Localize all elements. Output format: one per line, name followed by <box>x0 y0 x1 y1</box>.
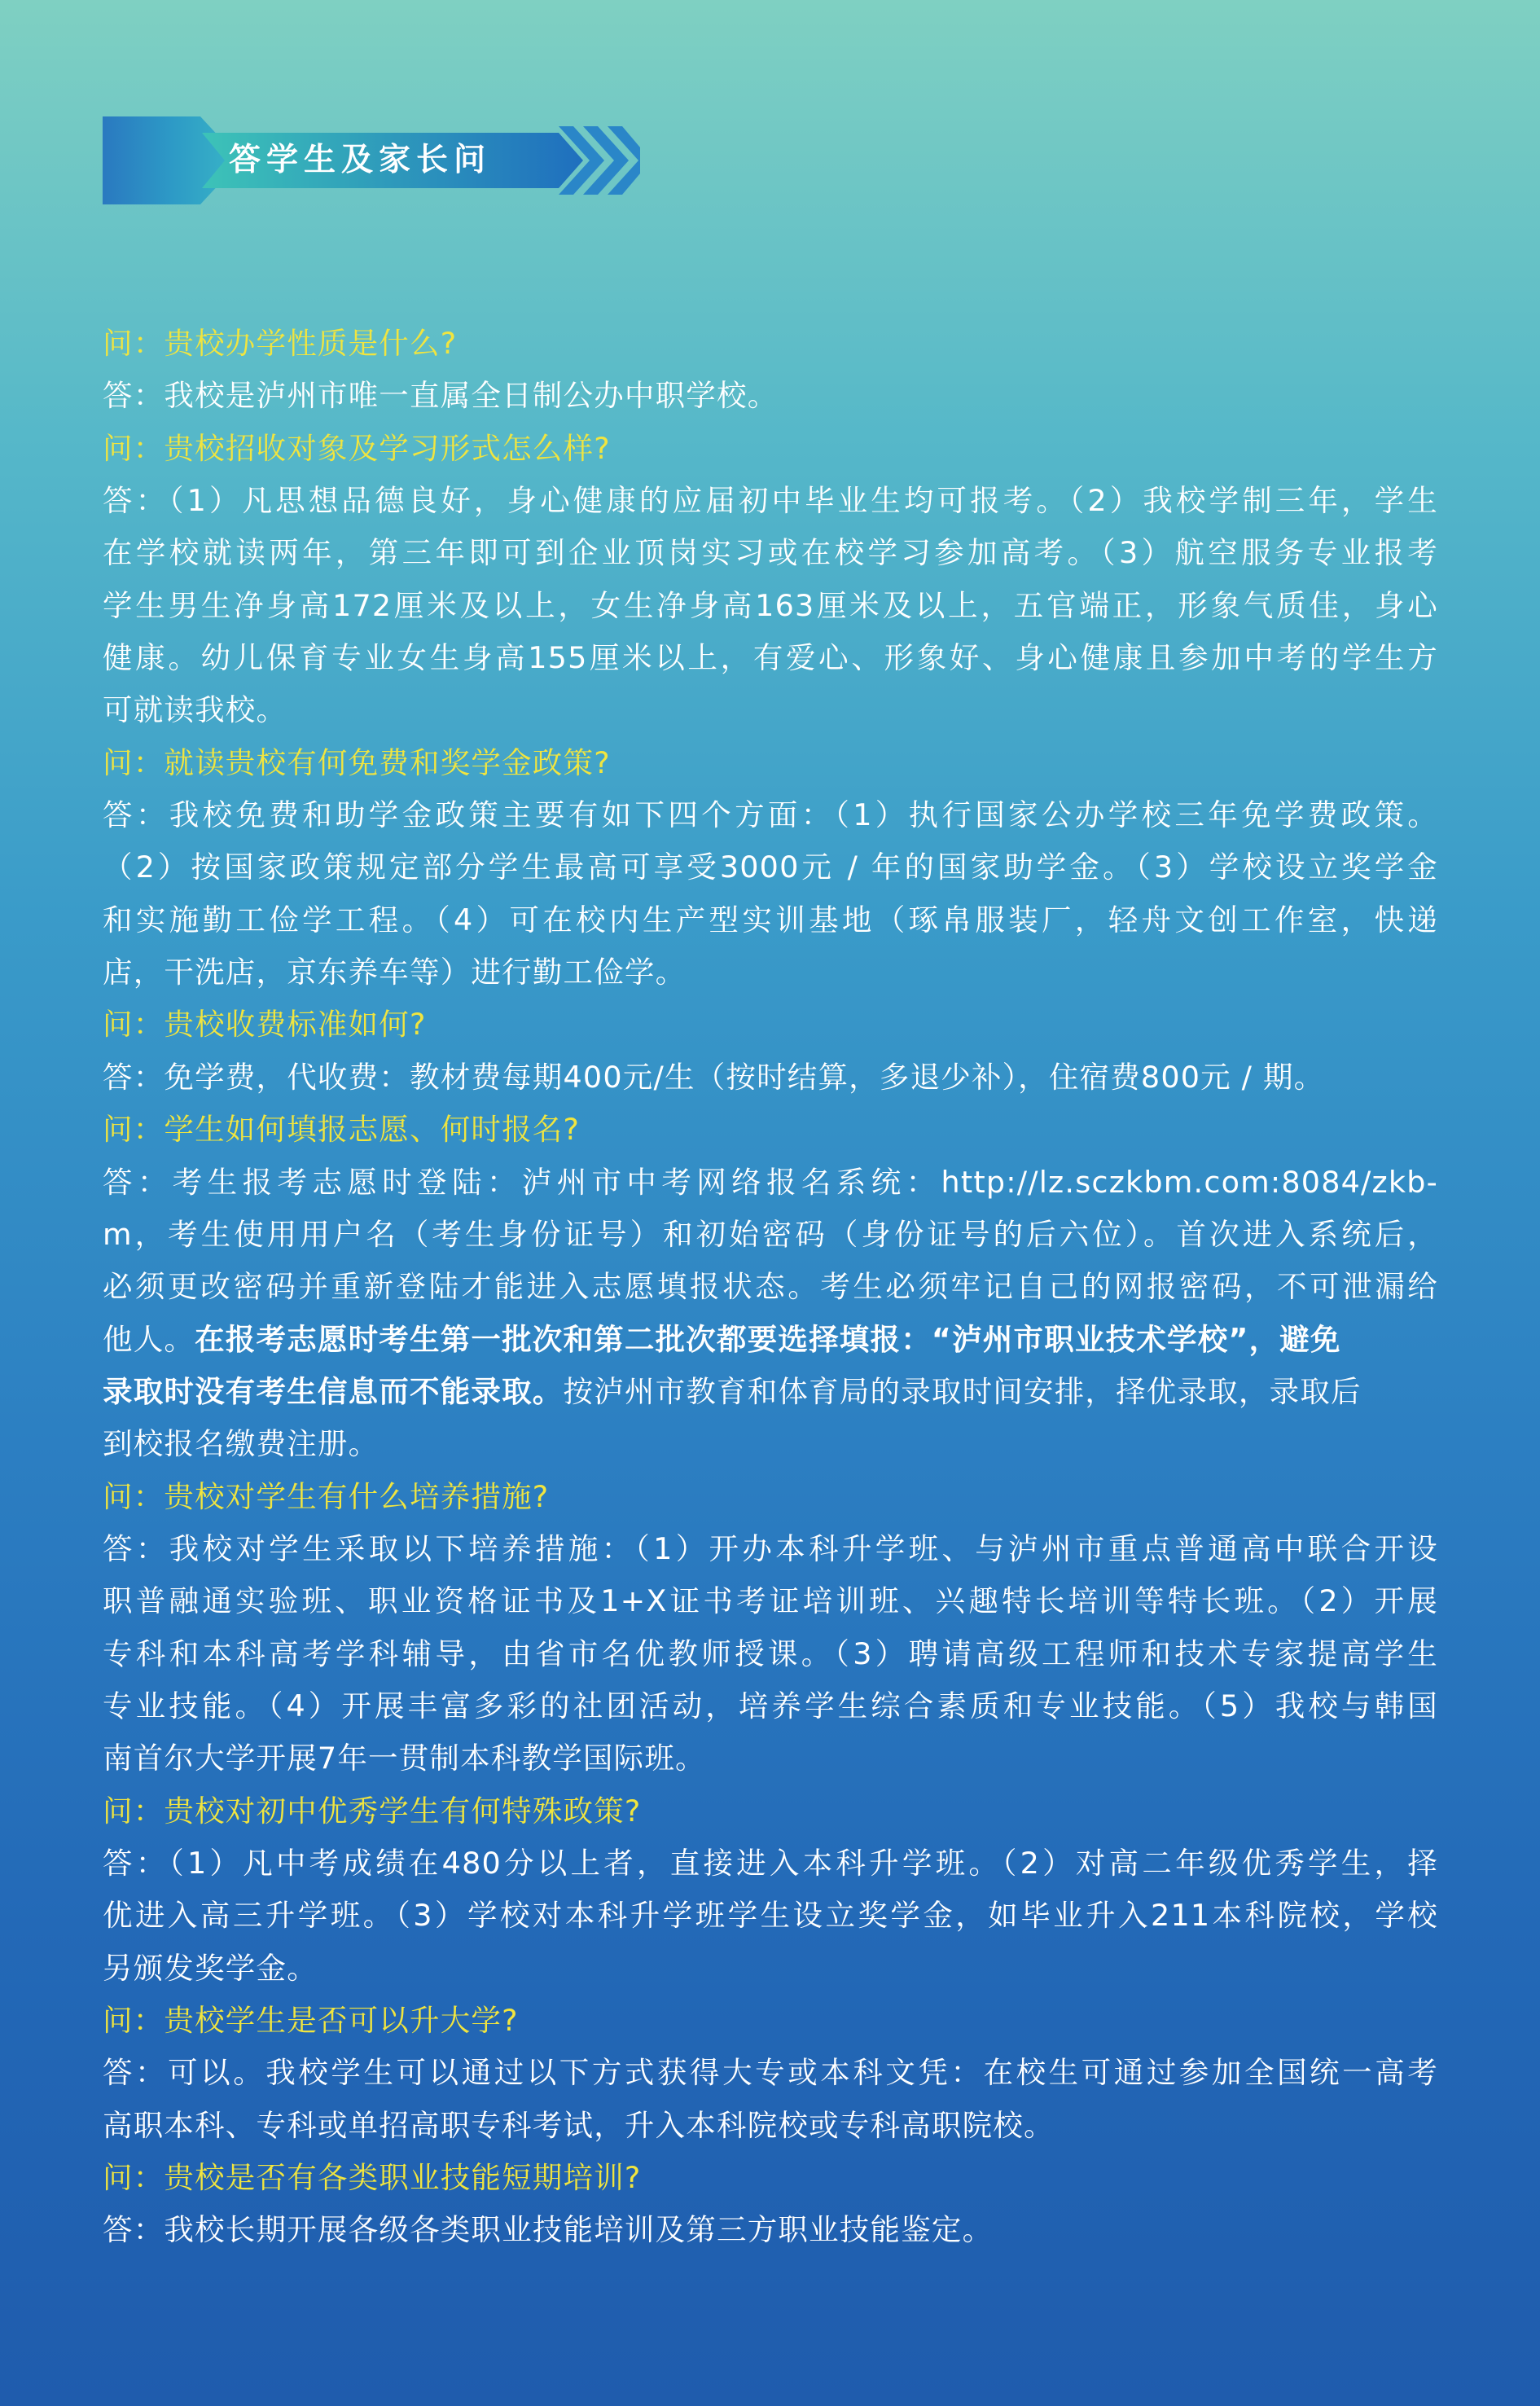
answer-5-line <box>103 1366 1438 1418</box>
answer-8-line: 答：可以。我校学生可以通过以下方式获得大专或本科文凭：在校生可通过参加全国统一高考 <box>103 2055 1438 2091</box>
answer-5-line: 必须更改密码并重新登陆才能进入志愿填报状态。考生必须牢记自己的网报密码，不可泄漏给 <box>103 1269 1438 1305</box>
answer-5-bold-notice: 录取时没有考生信息而不能录取。 <box>103 1373 564 1409</box>
question-3: 问：就读贵校有何免费和奖学金政策? <box>103 744 611 780</box>
answer-2-line: 在学校就读两年，第三年即可到企业顶岗实习或在校学习参加高考。（3）航空服务专业报考 <box>103 535 1438 571</box>
section-title: 答学生及家长问 <box>229 142 492 178</box>
answer-7-line: 另颁发奖学金。 <box>103 1950 318 1986</box>
answer-2-line: 答：（1）凡思想品德良好，身心健康的应届初中毕业生均可报考。（2）我校学制三年，学生 <box>103 483 1438 519</box>
question-1: 问：贵校办学性质是什么? <box>103 326 458 361</box>
answer-5-line <box>103 1314 1438 1366</box>
answer-7-line: 答：（1）凡中考成绩在480分以上者，直接进入本科升学班。（2）对高二年级优秀学生，择 <box>103 1845 1438 1881</box>
answer-6-line: 南首尔大学开展7年一贯制本科教学国际班。 <box>103 1741 706 1776</box>
answer-5-line: m，考生使用用户名（考生身份证号）和初始密码（身份证号的后六位）。首次进入系统后， <box>103 1216 1438 1252</box>
answer-5-line: 答：考生报考志愿时登陆：泸州市中考网络报名系统：http://lz.sczkbm.com:8084/zkb- <box>103 1164 1438 1200</box>
question-9: 问：贵校是否有各类职业技能短期培训? <box>103 2160 642 2196</box>
answer-8-line: 高职本科、专科或单招高职专科考试，升入本科院校或专科高职院校。 <box>103 2107 1055 2143</box>
answer-3-line: （2）按国家政策规定部分学生最高可享受3000元 / 年的国家助学金。（3）学校设立奖学金 <box>103 850 1438 885</box>
answer-2-line: 健康。幼儿保育专业女生身高155厘米以上，有爱心、形象好、身心健康且参加中考的学生方 <box>103 640 1438 676</box>
question-7: 问：贵校对初中优秀学生有何特殊政策? <box>103 1793 642 1829</box>
answer-2-line: 学生男生净身高172厘米及以上，女生净身高163厘米及以上，五官端正，形象气质佳，身心 <box>103 587 1438 623</box>
answer-2-line: 可就读我校。 <box>103 692 287 728</box>
question-5: 问：学生如何填报志愿、何时报名? <box>103 1112 581 1148</box>
answer-6-line: 答：我校对学生采取以下培养措施：（1）开办本科升学班、与泸州市重点普通高中联合开设 <box>103 1530 1438 1566</box>
answer-3-line: 答：我校免费和助学金政策主要有如下四个方面：（1）执行国家公办学校三年免学费政策。 <box>103 797 1438 833</box>
answer-5-text: 按泸州市教育和体育局的录取时间安排，择优录取，录取后 <box>563 1373 1362 1409</box>
question-4: 问：贵校收费标准如何? <box>103 1007 427 1043</box>
answer-7-line: 优进入高三升学班。（3）学校对本科升学班学生设立奖学金，如毕业升入211本科院校，学校 <box>103 1898 1438 1934</box>
answer-3-line: 店，干洗店，京东养车等）进行勤工俭学。 <box>103 955 687 990</box>
question-6: 问：贵校对学生有什么培养措施? <box>103 1478 550 1514</box>
answer-3-line: 和实施勤工俭学工程。（4）可在校内生产型实训基地（琢帛服装厂，轻舟文创工作室，快递 <box>103 902 1438 937</box>
answer-6-line: 职普融通实验班、职业资格证书及1+X证书考证培训班、兴趣特长培训等特长班。（2）开展 <box>103 1583 1438 1619</box>
qa-list <box>103 318 1438 2257</box>
question-8: 问：贵校学生是否可以升大学? <box>103 2003 519 2038</box>
question-2: 问：贵校招收对象及学习形式怎么样? <box>103 430 611 466</box>
answer-5-line: 到校报名缴费注册。 <box>103 1426 380 1462</box>
answer-6-line: 专科和本科高考学科辅导，由省市名优教师授课。（3）聘请高级工程师和技术专家提高学生 <box>103 1635 1438 1671</box>
answer-1: 答：我校是泸州市唯一直属全日制公办中职学校。 <box>103 378 779 414</box>
section-banner <box>103 116 640 204</box>
answer-6-line: 专业技能。（4）开展丰富多彩的社团活动，培养学生综合素质和专业技能。（5）我校与韩国 <box>103 1688 1438 1723</box>
answer-5-bold-notice: 在报考志愿时考生第一批次和第二批次都要选择填报：“泸州市职业技术学校”，避免 <box>195 1321 1341 1357</box>
answer-9: 答：我校长期开展各级各类职业技能培训及第三方职业技能鉴定。 <box>103 2212 994 2248</box>
answer-4: 答：免学费，代收费：教材费每期400元/生（按时结算，多退少补），住宿费800元 / 期。 <box>103 1059 1325 1095</box>
answer-5-text: 他人。 <box>103 1321 195 1357</box>
